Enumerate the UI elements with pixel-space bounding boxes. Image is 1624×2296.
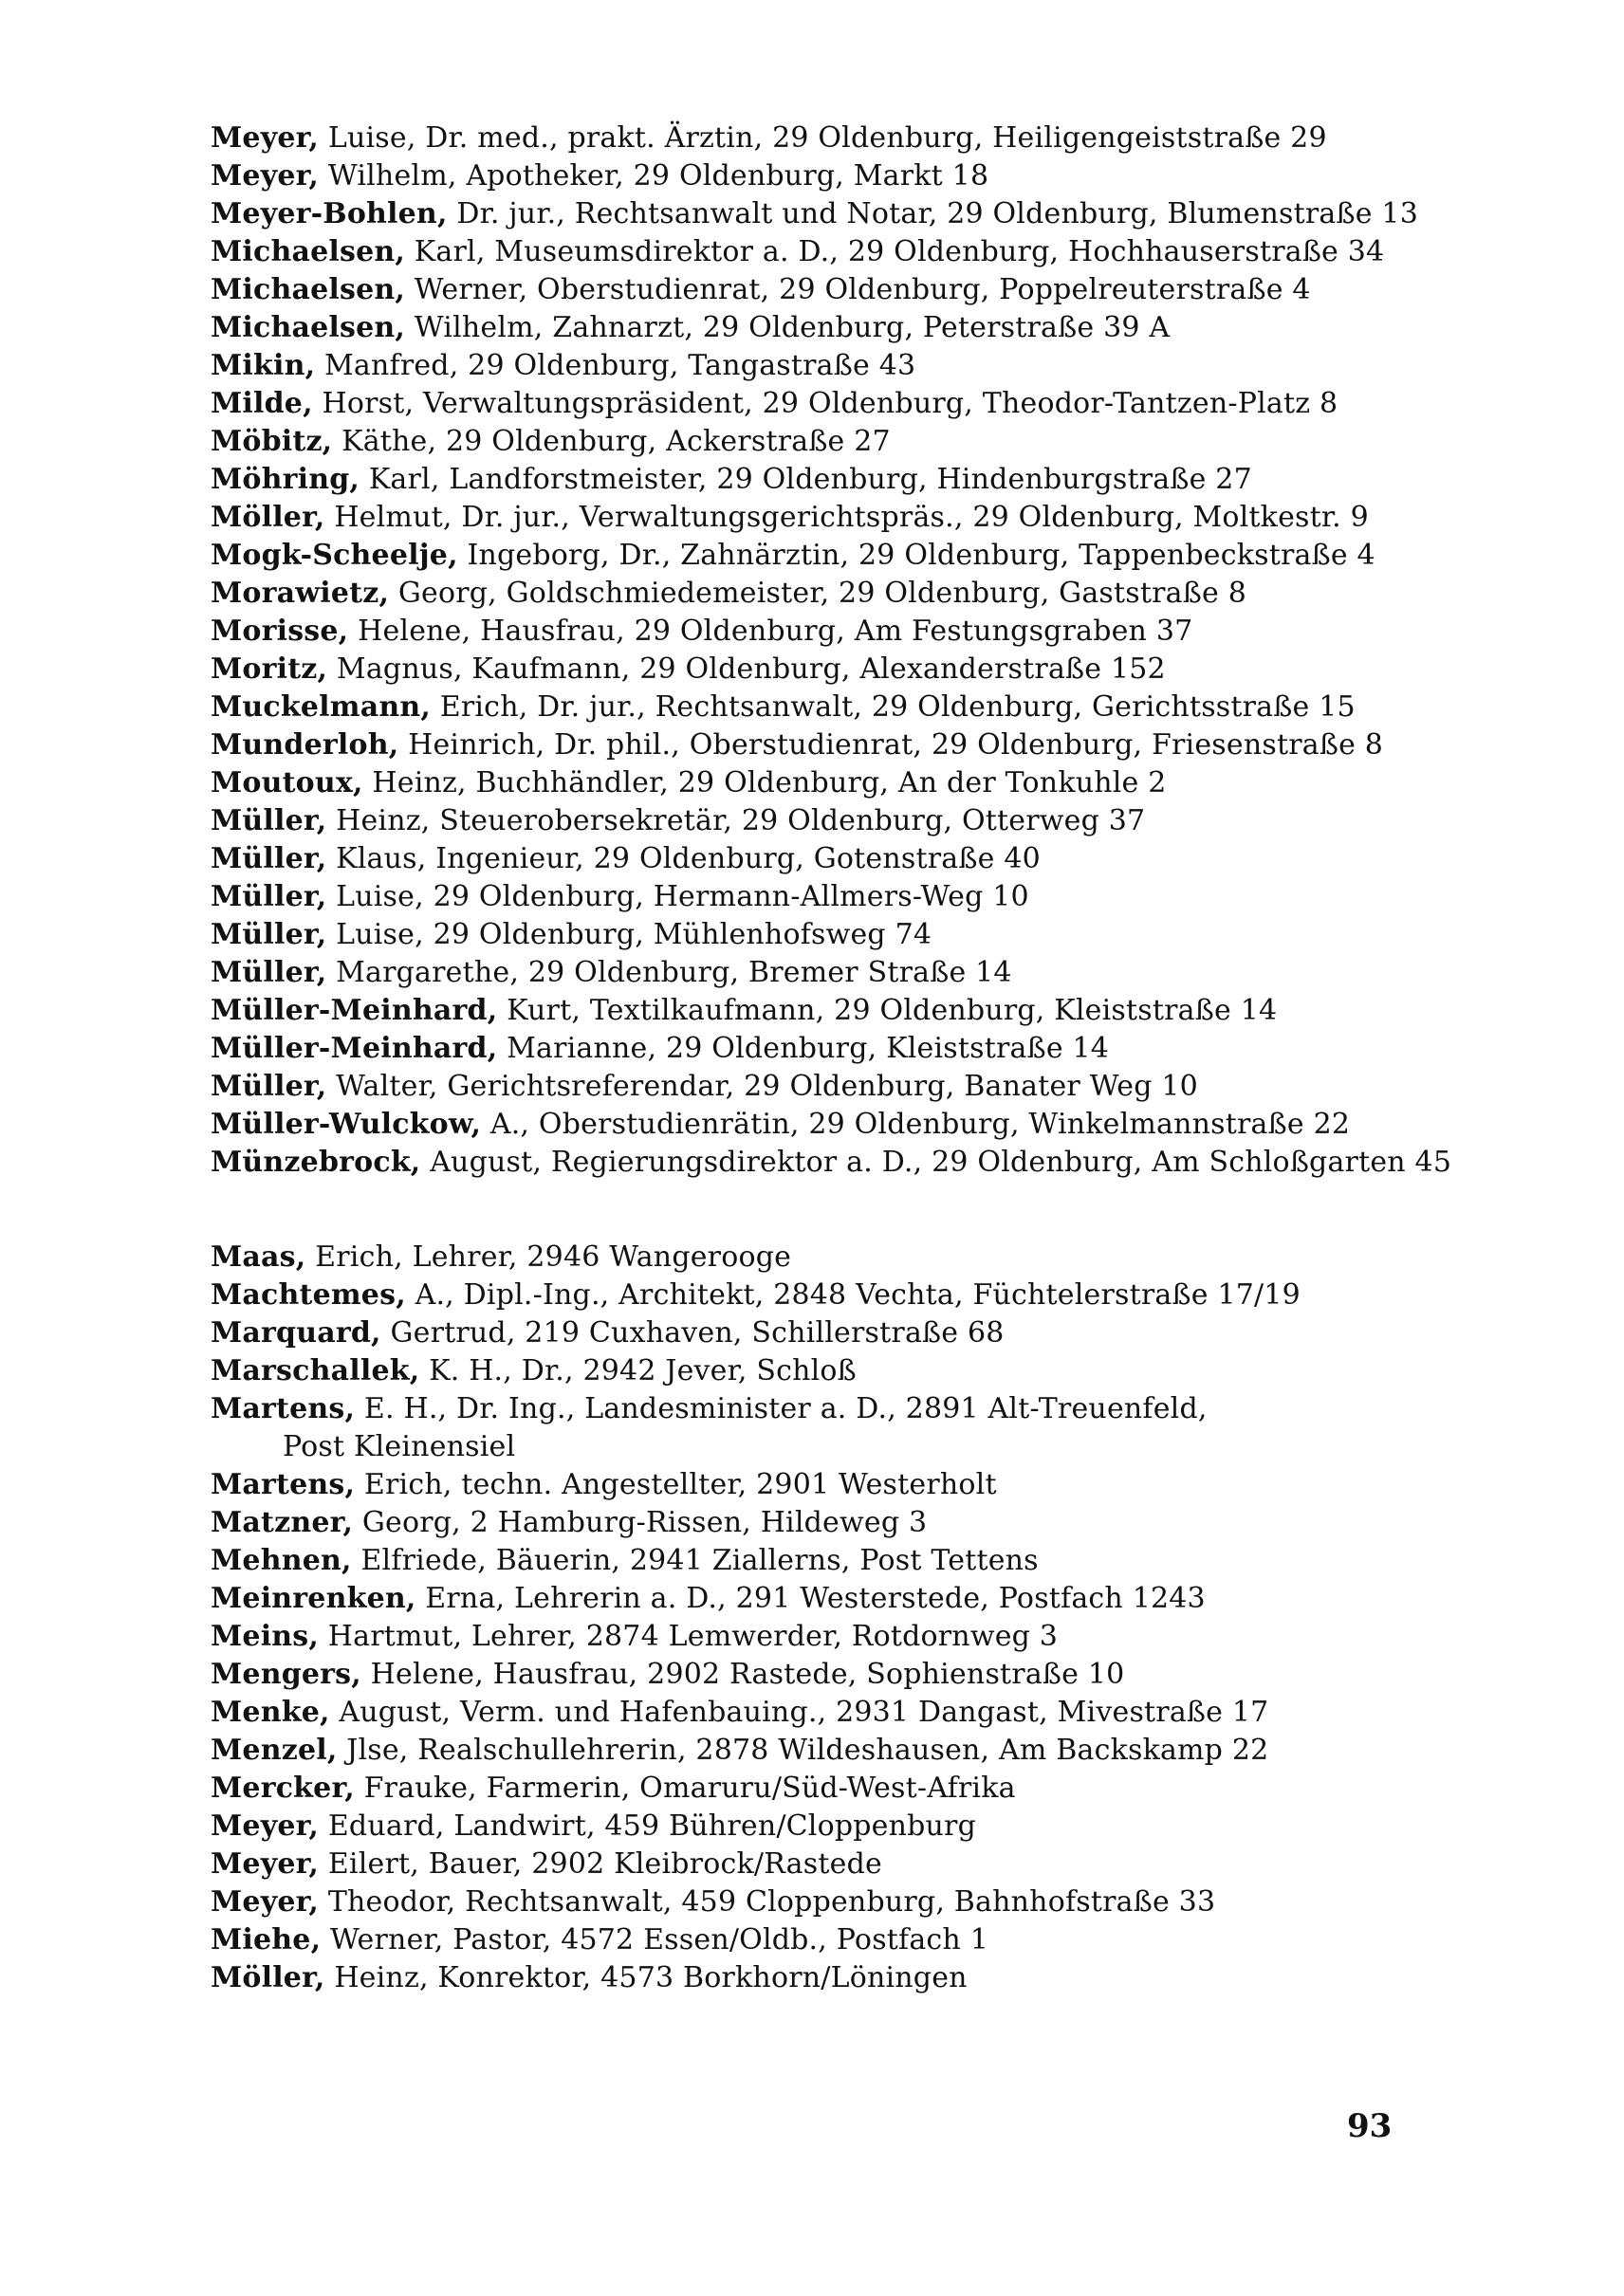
entry-name: Müller-Wulckow, [211,1108,482,1141]
directory-entry [211,1390,1463,1428]
entry-details: Ingeborg, Dr., Zahnärztin, 29 Oldenburg, Tappenbeckstraße 4 [457,539,1375,572]
entry-details: Luise, 29 Oldenburg, Hermann-Allmers-Weg 10 [326,880,1029,913]
entry-details: Magnus, Kaufmann, 29 Oldenburg, Alexanderstraße 152 [327,652,1166,686]
page-number: 93 [1347,2107,1393,2145]
directory-entry [211,1030,1463,1068]
entry-details: August, Regierungsdirektor a. D., 29 Oldenburg, Am Schloßgarten 45 [420,1146,1452,1179]
directory-entry [211,157,1463,195]
entry-name: Mehnen, [211,1544,352,1577]
entry-name: Munderloh, [211,728,399,762]
entry-details: Helene, Hausfrau, 2902 Rastede, Sophienstraße 10 [360,1658,1125,1691]
directory-entry [211,1656,1463,1694]
directory-section-oldenburg [211,119,1463,1182]
directory-entry [211,840,1463,878]
directory-entry [211,119,1463,157]
entry-name: Möller, [211,501,325,534]
entry-details: Post Kleinensiel [283,1430,516,1463]
entry-details: Frauke, Farmerin, Omaruru/Süd-West-Afrika [354,1772,1016,1805]
directory-entry [211,1846,1463,1883]
directory-entry [211,1106,1463,1144]
entry-name: Mikin, [211,349,316,382]
entry-name: Müller-Meinhard, [211,1032,498,1065]
entry-details: Kurt, Textilkaufmann, 29 Oldenburg, Kleiststraße 14 [497,994,1278,1027]
entry-details: Karl, Museumsdirektor a. D., 29 Oldenburg, Hochhauserstraße 34 [405,235,1385,268]
entry-name: Miehe, [211,1923,322,1956]
directory-entry [211,1959,1463,1997]
entry-details: Heinz, Buchhändler, 29 Oldenburg, An der Tonkuhle 2 [362,766,1167,799]
directory-entry [211,499,1463,537]
entry-name: Meinrenken, [211,1582,416,1615]
entry-details: Käthe, 29 Oldenburg, Ackerstraße 27 [332,425,891,458]
directory-entry [211,802,1463,840]
entry-details: Eduard, Landwirt, 459 Bühren/Cloppenburg [319,1809,977,1843]
directory-entry [211,613,1463,651]
directory-entry [211,195,1463,233]
entry-details: August, Verm. und Hafenbauing., 2931 Dangast, Mivestraße 17 [329,1696,1269,1729]
entry-name: Meyer, [211,1809,320,1843]
entry-name: Müller-Meinhard, [211,994,498,1027]
directory-entry [211,233,1463,271]
entry-name: Milde, [211,387,313,420]
directory-entry [211,1732,1463,1770]
directory-entry [211,575,1463,613]
directory-entry [211,1580,1463,1618]
entry-name: Meyer, [211,159,320,193]
directory-entry [211,1144,1463,1182]
directory-entry [211,992,1463,1030]
directory-section-other-locations [211,1239,1463,1997]
entry-details: Eilert, Bauer, 2902 Kleibrock/Rastede [319,1847,882,1881]
entry-details: Klaus, Ingenieur, 29 Oldenburg, Gotenstraße 40 [326,842,1041,875]
directory-entry [211,689,1463,726]
entry-details: E. H., Dr. Ing., Landesminister a. D., 2891 Alt-Treuenfeld, [355,1392,1208,1425]
entry-name: Müller, [211,1070,327,1103]
entry-details: Wilhelm, Apotheker, 29 Oldenburg, Markt 18 [319,159,989,193]
directory-entry [211,1770,1463,1808]
entry-name: Meins, [211,1620,320,1653]
directory-entry [211,309,1463,347]
entry-details: A., Dipl.-Ing., Architekt, 2848 Vechta, Füchtelerstraße 17/19 [405,1278,1301,1312]
entry-name: Münzebrock, [211,1146,421,1179]
entry-name: Meyer, [211,1885,320,1919]
directory-entry [211,1239,1463,1277]
directory-entry [211,271,1463,309]
entry-details: K. H., Dr., 2942 Jever, Schloß [419,1354,857,1387]
entry-name: Mogk-Scheelje, [211,539,458,572]
directory-entry [211,1618,1463,1656]
entry-name: Mercker, [211,1772,355,1805]
entry-name: Martens, [211,1392,356,1425]
entry-name: Müller, [211,918,327,951]
entry-name: Machtemes, [211,1278,406,1312]
entry-details: Gertrud, 219 Cuxhaven, Schillerstraße 68 [380,1316,1005,1350]
entry-details: Heinz, Steuerobersekretär, 29 Oldenburg, Otterweg 37 [326,804,1146,837]
entry-details: Theodor, Rechtsanwalt, 459 Cloppenburg, Bahnhofstraße 33 [319,1885,1216,1919]
entry-details: Erich, techn. Angestellter, 2901 Westerholt [355,1468,997,1501]
entry-name: Möhring, [211,463,360,496]
directory-entry [211,1068,1463,1106]
entry-details: A., Oberstudienrätin, 29 Oldenburg, Winkelmannstraße 22 [481,1108,1351,1141]
directory-entry [211,423,1463,461]
entry-name: Meyer, [211,121,320,155]
directory-entry [211,1314,1463,1352]
directory-entry-continuation [211,1428,1463,1466]
entry-details: Margarethe, 29 Oldenburg, Bremer Straße 14 [326,956,1012,989]
directory-entry [211,1466,1463,1504]
entry-details: Elfriede, Bäuerin, 2941 Ziallerns, Post Tettens [351,1544,1039,1577]
directory-entry [211,537,1463,575]
directory-entry [211,878,1463,916]
entry-details: Wilhelm, Zahnarzt, 29 Oldenburg, Peterstraße 39 A [405,311,1171,344]
entry-name: Muckelmann, [211,690,432,724]
entry-name: Möller, [211,1961,325,1994]
entry-details: Werner, Pastor, 4572 Essen/Oldb., Postfach 1 [321,1923,988,1956]
entry-details: Heinrich, Dr. phil., Oberstudienrat, 29 Oldenburg, Friesenstraße 8 [398,728,1384,762]
entry-details: Karl, Landforstmeister, 29 Oldenburg, Hindenburgstraße 27 [360,463,1252,496]
entry-name: Morisse, [211,615,349,648]
directory-entry [211,1808,1463,1846]
directory-entry [211,651,1463,689]
entry-name: Maas, [211,1240,306,1274]
entry-details: Luise, Dr. med., prakt. Ärztin, 29 Oldenburg, Heiligengeiststraße 29 [319,121,1327,155]
entry-name: Michaelsen, [211,311,406,344]
directory-entry [211,347,1463,385]
entry-name: Müller, [211,842,327,875]
directory-entry [211,764,1463,802]
directory-entry [211,1504,1463,1542]
entry-name: Müller, [211,880,327,913]
directory-entry [211,954,1463,992]
entry-details: Georg, Goldschmiedemeister, 29 Oldenburg, Gaststraße 8 [389,577,1246,610]
entry-name: Möbitz, [211,425,333,458]
entry-name: Moutoux, [211,766,363,799]
entry-name: Marquard, [211,1316,381,1350]
entry-name: Müller, [211,956,327,989]
entry-details: Jlse, Realschullehrerin, 2878 Wildeshausen, Am Backskamp 22 [337,1734,1269,1767]
entry-details: Werner, Oberstudienrat, 29 Oldenburg, Poppelreuterstraße 4 [405,273,1311,306]
entry-details: Marianne, 29 Oldenburg, Kleiststraße 14 [497,1032,1110,1065]
entry-details: Erna, Lehrerin a. D., 291 Westerstede, Postfach 1243 [415,1582,1206,1615]
entry-name: Moritz, [211,652,328,686]
entry-details: Georg, 2 Hamburg-Rissen, Hildeweg 3 [353,1506,928,1539]
entry-details: Walter, Gerichtsreferendar, 29 Oldenburg, Banater Weg 10 [326,1070,1198,1103]
entry-name: Michaelsen, [211,273,406,306]
directory-entry [211,726,1463,764]
entry-details: Heinz, Konrektor, 4573 Borkhorn/Löningen [324,1961,968,1994]
entry-name: Meyer-Bohlen, [211,197,448,230]
entry-details: Hartmut, Lehrer, 2874 Lemwerder, Rotdornweg 3 [319,1620,1059,1653]
directory-entry [211,385,1463,423]
entry-name: Marschallek, [211,1354,420,1387]
entry-details: Manfred, 29 Oldenburg, Tangastraße 43 [315,349,916,382]
entry-details: Erich, Dr. jur., Rechtsanwalt, 29 Oldenburg, Gerichtsstraße 15 [431,690,1356,724]
entry-name: Müller, [211,804,327,837]
entry-name: Martens, [211,1468,356,1501]
directory-entry [211,1883,1463,1921]
entry-name: Michaelsen, [211,235,406,268]
entry-details: Dr. jur., Rechtsanwalt und Notar, 29 Oldenburg, Blumenstraße 13 [447,197,1418,230]
directory-entry [211,1352,1463,1390]
entry-name: Matzner, [211,1506,354,1539]
entry-details: Helmut, Dr. jur., Verwaltungsgerichtspräs., 29 Oldenburg, Moltkestr. 9 [324,501,1369,534]
entry-name: Meyer, [211,1847,320,1881]
directory-entry [211,916,1463,954]
entry-name: Mengers, [211,1658,361,1691]
directory-entry [211,1277,1463,1314]
directory-entry [211,1921,1463,1959]
entry-name: Menke, [211,1696,330,1729]
directory-entry [211,1694,1463,1732]
entry-name: Morawietz, [211,577,390,610]
directory-entry [211,1542,1463,1580]
entry-details: Helene, Hausfrau, 29 Oldenburg, Am Festungsgraben 37 [348,615,1193,648]
directory-entry [211,461,1463,499]
entry-details: Luise, 29 Oldenburg, Mühlenhofsweg 74 [326,918,932,951]
entry-details: Horst, Verwaltungspräsident, 29 Oldenburg, Theodor-Tantzen-Platz 8 [312,387,1338,420]
entry-details: Erich, Lehrer, 2946 Wangerooge [305,1240,792,1274]
entry-name: Menzel, [211,1734,338,1767]
